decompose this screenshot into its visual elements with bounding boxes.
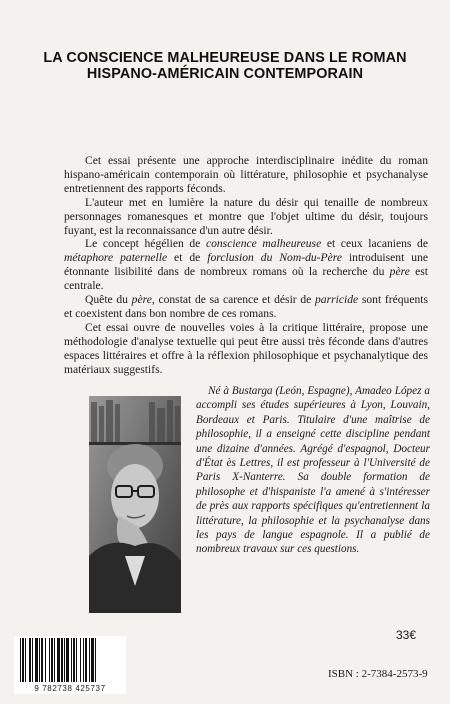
summary-paragraph-2: L'auteur met en lumière la nature du désir qui tenaille de nombreux personnages romanesques et montre que l'objet ultime du désir, toujours fuyant, est la reconnaissance d'un autre désir.: [64, 195, 428, 237]
summary-paragraph-1: Cet essai présente une approche interdisciplinaire inédite du roman hispano-américain contemporain où littérature, philosophie et psychanalyse entretiennent des rapports féconds.: [64, 154, 428, 195]
summary-paragraph-5: Cet essai ouvre de nouvelles voies à la critique littéraire, propose une méthodologie d'analyse textuelle qui peut être aussi très féconde dans d'autres espaces littéraires et offre à la réflexion philosophique et psychanalytique des matériaux suggestifs.: [64, 320, 428, 376]
barcode-number: 9 782738 425737: [14, 684, 126, 693]
barcode: [14, 636, 126, 694]
book-summary: [64, 154, 428, 377]
summary-paragraph-3: Le concept hégélien de conscience malheureuse et ceux lacaniens de métaphore paternelle et de forclusion du Nom-du-Père introduisent une étonnante lisibilité dans de nombreux romans où la recherche du père est centrale.: [64, 237, 429, 293]
author-biography: Né à Bustarga (León, Espagne), Amadeo López a accompli ses études supérieures à Lyon, Louvain, Bordeaux et Paris. Titulaire d'une maîtrise de philosophie, il a enseigné cette discipline pendant une dizaine d'années. Agrégé d'espagnol, Docteur d'État ès Lettres, il est professeur à l'Université de Paris X-Nanterre. Sa double formation de philosophe et d'hispaniste l'a amené à s'intéresser de près aux rapports spécifiques qu'entretiennent la littérature, la philosophie et la psychanalyse dans les pays de langue espagnole. Il a publié de nombreux travaux sur ces questions.: [196, 385, 430, 556]
barcode-bars: [14, 636, 126, 684]
price-label: 33€: [396, 628, 417, 642]
book-title-line-1: LA CONSCIENCE MALHEUREUSE DANS LE ROMAN: [43, 50, 407, 66]
book-title: [14, 50, 436, 82]
book-title-line-2: HISPANO-AMÉRICAIN CONTEMPORAIN: [86, 66, 364, 82]
isbn-label: ISBN : 2-7384-2573-9: [328, 668, 428, 680]
summary-paragraph-4: Quête du père, constat de sa carence et désir de parricide sont fréquents et coexistent dans bon nombre de ces romans.: [64, 293, 428, 320]
author-photo: [89, 396, 181, 613]
